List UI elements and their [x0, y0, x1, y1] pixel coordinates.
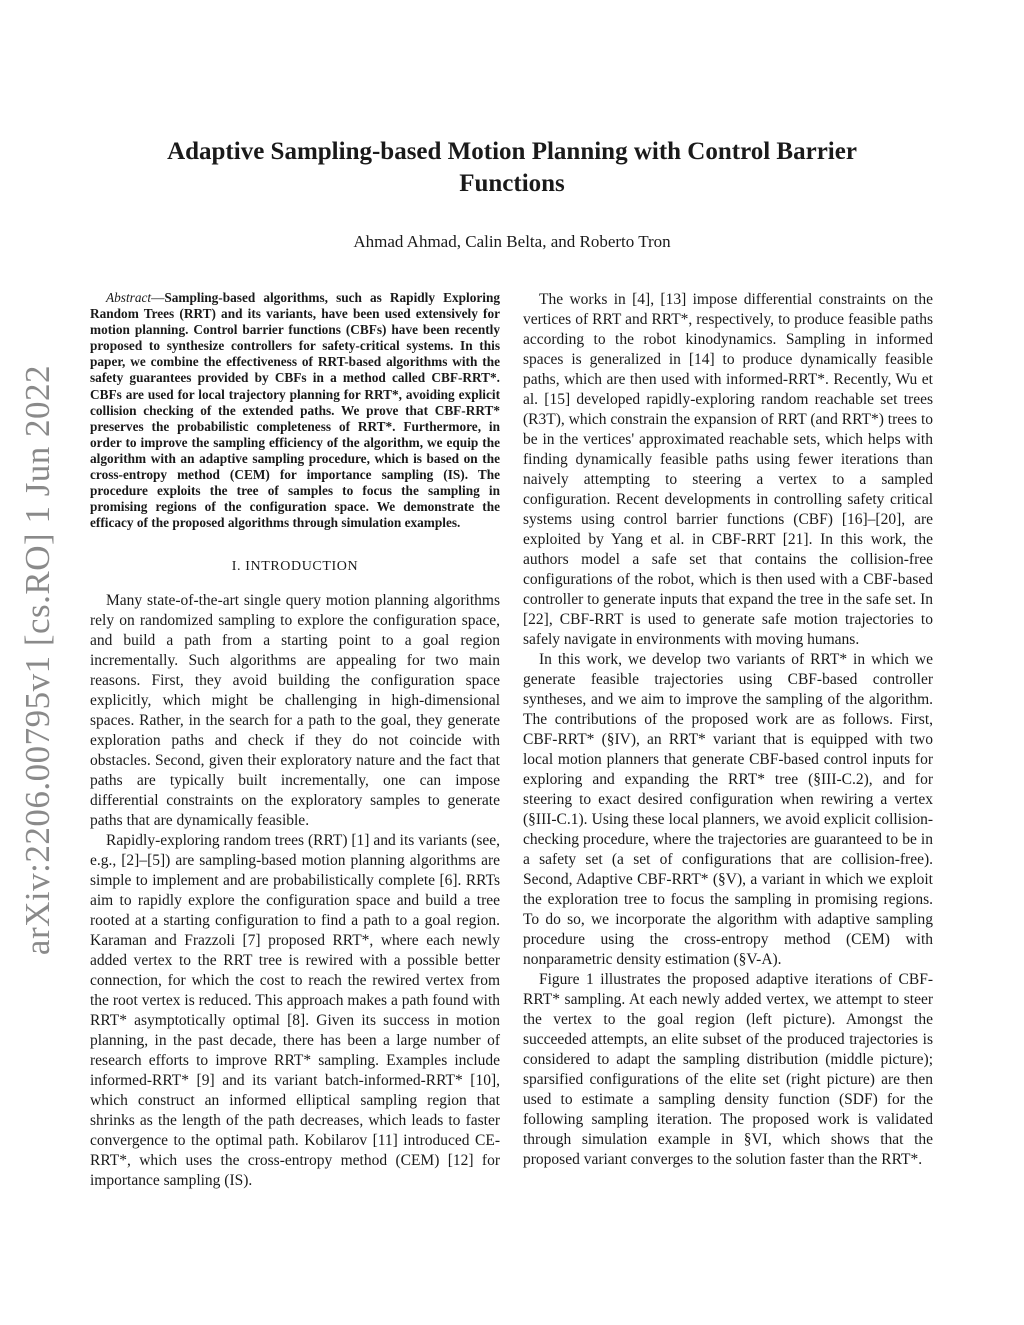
arxiv-identifier-stamp — [14, 360, 62, 960]
intro-paragraph-5: Figure 1 illustrates the proposed adaptive iterations of CBF-RRT* sampling. At each newly added vertex, we attempt to steer the vertex to the goal region (left picture). Amongst the succeeded attempts, an elite subset of the produced trajectories is considered to adapt the sampling distribution (middle picture); sparsified configurations of the elite set (right picture) are then used to estimate a sampling density function (SDF) for the following sampling iteration. The proposed work is validated through simulation example in §VI, which shows that the proposed variant converges to the solution faster than the RRT*. — [523, 971, 933, 1168]
abstract-dash: — — [151, 290, 165, 305]
section-heading-introduction: I. INTRODUCTION — [231, 559, 359, 575]
intro-paragraph-4: In this work, we develop two variants of RRT* in which we generate feasible trajectories using CBF-based controller syntheses, and we aim to improve the sampling of the algorithm. The contributions of the proposed work are as follows. First, CBF-RRT* (§IV), an RRT* variant that is equipped with two local motion planners that generate CBF-based control inputs for exploring and expanding the RRT* tree (§III-C.2), and for steering to exact desired configuration when rewiring a vertex (§III-C.1). Using these local planners, we avoid explicit collision-checking procedure, where the trajectories are guaranteed to be in a safety set (a set of configurations that are collision-free). Second, Adaptive CBF-RRT* (§V), a variant in which we exploit the exploration tree to focus the sampling in promising regions. To do so, we incorporate the algorithm with adaptive sampling procedure using the cross-entropy method (CEM) with nonparametric density estimation (§V-A). — [523, 651, 933, 968]
paper-authors: Ahmad Ahmad, Calin Belta, and Roberto Tron — [353, 232, 671, 251]
abstract — [90, 290, 500, 531]
intro-paragraph-3: The works in [4], [13] impose differential constraints on the vertices of RRT and RRT*, respectively, to produce feasible paths according to the robot kinodynamics. Sampling in informed spaces is generalized in [14] to produce dynamically feasible paths, which are then used with informed-RRT*. Recently, Wu et al. [15] developed rapidly-exploring random reachable set trees (R3T), which constrain the expansion of RRT (and RRT*) trees to be in the vertices' approximated reachable sets, which helps with finding dynamically feasible paths using fewer iterations than naively attempting to steering a vertex to a sampled configuration. Recent developments in controlling safety critical systems using control barrier functions (CBF) [16]–[20], are exploited by Yang et al. in CBF-RRT [21]. In this work, the authors model a safe set that contains the collision-free configurations of the robot, which is then used with a CBF-based controller to generate inputs that expand the tree in the safe set. In [22], CBF-RRT is used to generate safe motion trajectories to safely navigate in environments with moving humans. — [523, 291, 933, 648]
abstract-label: Abstract — [106, 290, 152, 305]
right-column — [523, 290, 933, 1170]
abstract-text: Sampling-based algorithms, such as Rapidly Exploring Random Trees (RRT) and its variants, have been used extensively for motion planning. Control barrier functions (CBFs) have been recently proposed to synthesize controllers for safety-critical systems. In this paper, we combine the effectiveness of RRT-based algorithms with the safety guarantees provided by CBFs in a method called CBF-RRT*. CBFs are used for local trajectory planning for RRT*, avoiding explicit collision checking of the extended paths. We prove that CBF-RRT* preserves the probabilistic completeness of RRT*. Furthermore, in order to improve the sampling efficiency of the algorithm, we equip the algorithm with an adaptive sampling procedure, which is based on the cross-entropy method (CEM) for importance sampling (IS). The procedure exploits the tree of samples to focus the sampling in promising regions of the configuration space. We demonstrate the efficacy of the proposed algorithms through simulation examples. — [90, 290, 500, 531]
intro-paragraph-1: Many state-of-the-art single query motion planning algorithms rely on randomized sampling to explore the configuration space, and build a path from a starting point to a goal region incrementally. Such algorithms are appealing for two main reasons. First, they avoid building the configuration space explicitly, which might be challenging in high-dimensional spaces. Rather, in the search for a path to the goal, they generate exploration paths and check if they do not coincide with obstacles. Second, given their exploratory nature and the fact that paths are typically built incrementally, one can impose differential constraints on the exploratory samples to generate paths that are dynamically feasible. — [90, 592, 500, 830]
intro-paragraph-2: Rapidly-exploring random trees (RRT) [1] and its variants (see, e.g., [2]–[5]) are sampling-based motion planning algorithms are simple to implement and are probabilistically complete [6]. RRTs aim to rapidly explore the configuration space and build a tree rooted at a starting configuration to find a path to a goal region. Karaman and Frazzoli [7] proposed RRT*, where each newly added vertex to the RRT tree is rewired with a possible better connection, for which the cost to reach the rewired vertex from the root vertex is reduced. This approach makes a path found with RRT* asymptotically optimal [8]. Given its success in motion planning, in the past decade, there has been a large number of research efforts to improve RRT* sampling. Examples include informed-RRT* [9] and its variant batch-informed-RRT* [10], which construct an informed elliptical sampling region that shrinks as the length of the path decreases, which leads to faster convergence to the optimal path. Kobilarov [11] introduced CE-RRT*, which uses the cross-entropy method (CEM) [12] for importance sampling (IS). — [90, 832, 500, 1190]
left-column — [90, 290, 500, 1191]
paper-title: Adaptive Sampling-based Motion Planning with Control Barrier Functions — [167, 138, 857, 197]
arxiv-id-text: arXiv:2206.00795v1 [cs.RO] 1 Jun 2022 — [18, 364, 57, 956]
